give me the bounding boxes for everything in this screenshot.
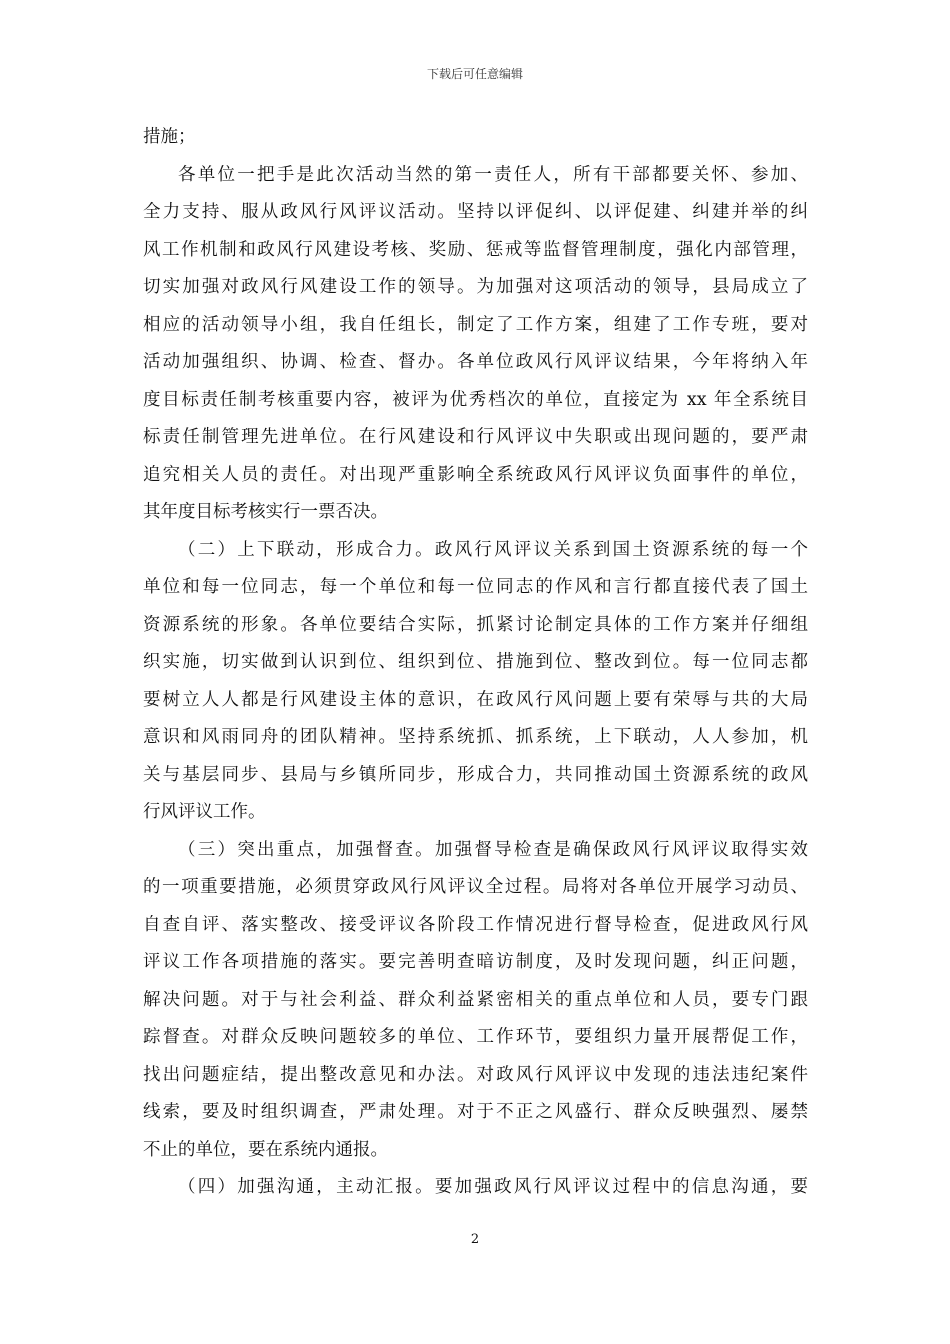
text-line: 其年度目标考核实行一票否决。 bbox=[143, 502, 388, 522]
text-line: 织实施，切实做到认识到位、组织到位、措施到位、整改到位。每一位同志都 bbox=[143, 652, 808, 672]
text-line: 风工作机制和政风行风建设考核、奖励、惩戒等监督管理制度，强化内部管理， bbox=[143, 239, 808, 260]
text-line: 活动加强组织、协调、检查、督办。各单位政风行风评议结果，今年将纳入年 bbox=[143, 352, 808, 372]
text-line: （四）加强沟通，主动汇报。要加强政风行风评议过程中的信息沟通，要 bbox=[178, 1177, 808, 1197]
text-line: 线索，要及时组织调查，严肃处理。对于不正之风盛行、群众反映强烈、屡禁 bbox=[143, 1102, 808, 1122]
text-line: （二）上下联动，形成合力。政风行风评议关系到国土资源系统的每一个 bbox=[178, 539, 808, 560]
text-line: 解决问题。对于与社会利益、群众利益紧密相关的重点单位和人员，要专门跟 bbox=[143, 989, 808, 1010]
text-line: 评议工作各项措施的落实。要完善明查暗访制度，及时发现问题，纠正问题， bbox=[143, 952, 808, 972]
text-line: （三）突出重点，加强督查。加强督导检查是确保政风行风评议取得实效 bbox=[178, 839, 808, 860]
text-line: 意识和风雨同舟的团队精神。坚持系统抓、抓系统，上下联动，人人参加，机 bbox=[143, 727, 808, 747]
page-number: 2 bbox=[470, 1232, 480, 1247]
text-line: 要树立人人都是行风建设主体的意识，在政风行风问题上要有荣辱与共的大局 bbox=[143, 689, 808, 710]
text-line: 自查自评、落实整改、接受评议各阶段工作情况进行督导检查，促进政风行风 bbox=[143, 914, 808, 935]
text-line: 不止的单位，要在系统内通报。 bbox=[143, 1139, 388, 1160]
page-header-note: 下载后可任意编辑 bbox=[426, 67, 523, 81]
text-line: 相应的活动领导小组，我自任组长，制定了工作方案，组建了工作专班，要对 bbox=[143, 314, 808, 335]
document-body bbox=[143, 119, 808, 1207]
text-line: 的一项重要措施，必须贯穿政风行风评议全过程。局将对各单位开展学习动员、 bbox=[143, 877, 808, 897]
text-line: 切实加强对政风行风建设工作的领导。为加强对这项活动的领导，县局成立了 bbox=[143, 277, 808, 297]
text-line: 行风评议工作。 bbox=[143, 802, 266, 822]
text-line: 度目标责任制考核重要内容，被评为优秀档次的单位，直接定为 xx 年全系统目 bbox=[143, 389, 808, 410]
text-line: 各单位一把手是此次活动当然的第一责任人，所有干部都要关怀、参加、 bbox=[178, 164, 808, 185]
text-line: 单位和每一位同志，每一个单位和每一位同志的作风和言行都直接代表了国土 bbox=[143, 577, 808, 597]
text-line: 踪督查。对群众反映问题较多的单位、工作环节，要组织力量开展帮促工作， bbox=[143, 1027, 808, 1047]
text-line: 标责任制管理先进单位。在行风建设和行风评议中失职或出现问题的，要严肃 bbox=[143, 427, 808, 447]
text-line: 全力支持、服从政风行风评议活动。坚持以评促纠、以评促建、纠建并举的纠 bbox=[143, 202, 808, 222]
text-line: 措施； bbox=[143, 127, 196, 147]
text-line: 找出问题症结，提出整改意见和办法。对政风行风评议中发现的违法违纪案件 bbox=[143, 1064, 808, 1085]
text-line: 资源系统的形象。各单位要结合实际，抓紧讨论制定具体的工作方案并仔细组 bbox=[143, 614, 808, 635]
text-line: 追究相关人员的责任。对出现严重影响全系统政风行风评议负面事件的单位， bbox=[143, 464, 808, 485]
text-line: 关与基层同步、县局与乡镇所同步，形成合力，共同推动国土资源系统的政风 bbox=[143, 764, 808, 785]
